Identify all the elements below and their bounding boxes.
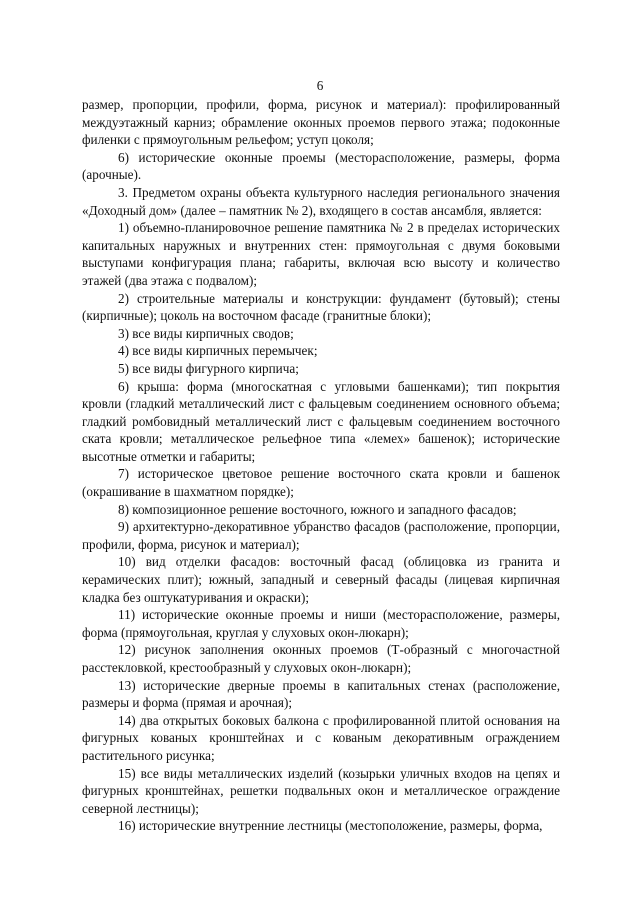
paragraph-item-12: 12) рисунок заполнения оконных проемов (Т-образный с многочастной расстекловкой, крестообразный у слуховых окон-люкарн); xyxy=(82,642,560,675)
page-number: 6 xyxy=(316,78,324,93)
paragraph-item-6-window-openings: 6) исторические оконные проемы (месторасположение, размеры, форма (арочные). xyxy=(82,149,560,183)
paragraph-continuation: размер, пропорции, профили, форма, рисунок и материал): профилированный междуэтажный карниз; обрамление оконных проемов первого этажа; подоконные филенки с прямоугольным рельефом; уступ цоколя; xyxy=(82,97,560,148)
paragraph-item-13: 13) исторические дверные проемы в капитальных стенах (расположение, размеры и форма (прямая и арочная); xyxy=(82,677,560,711)
paragraph-item-6: 6) крыша: форма (многоскатная с угловыми башенками); тип покрытия кровли (гладкий металлический лист с фальцевым соединением основного объема; гладкий ромбовидный металлический лист с фальцевым соединением восточного ската кровли; металлическое рельефное типа «лемех» башенок); исторические высотные отметки и габариты; xyxy=(82,378,560,464)
paragraph-item-15: 15) все виды металлических изделий (козырьки уличных входов на цепях и фигурных кронштейнах, решетки подвальных окон и металлическое ограждение северной лестницы); xyxy=(82,765,560,816)
paragraph-section-3-heading: 3. Предметом охраны объекта культурного наследия регионального значения «Доходный дом» (далее – памятник № 2), входящего в состав ансамбля, является: xyxy=(82,184,560,218)
paragraph-item-8: 8) композиционное решение восточного, южного и западного фасадов; xyxy=(118,501,517,517)
paragraph-item-16: 16) исторические внутренние лестницы (местоположение, размеры, форма, xyxy=(118,818,543,834)
paragraph-item-9: 9) архитектурно-декоративное убранство фасадов (расположение, пропорции, профили, форма, рисунок и материал); xyxy=(82,519,560,552)
paragraph-item-14: 14) два открытых боковых балкона с профилированной плитой основания на фигурных кованых кронштейнах и с кованым декоративным ограждением растительного рисунка; xyxy=(82,712,560,763)
paragraph-item-10: 10) вид отделки фасадов: восточный фасад (облицовка из гранита и керамических плит); южный, западный и северный фасады (лицевая кирпичная кладка без оштукатуривания и окраски); xyxy=(82,554,560,605)
paragraph-item-2: 2) строительные материалы и конструкции: фундамент (бутовый); стены (кирпичные); цоколь на восточном фасаде (гранитные блоки); xyxy=(82,290,560,324)
paragraph-item-3: 3) все виды кирпичных сводов; xyxy=(118,325,294,341)
paragraph-item-11: 11) исторические оконные проемы и ниши (месторасположение, размеры, форма (прямоугольная, круглая у слуховых окон-люкарн); xyxy=(82,607,560,640)
paragraph-item-4: 4) все виды кирпичных перемычек; xyxy=(118,343,318,359)
paragraph-item-7: 7) историческое цветовое решение восточного ската кровли и башенок (окрашивание в шахматном порядке); xyxy=(82,466,560,500)
paragraph-item-1: 1) объемно-планировочное решение памятника № 2 в пределах исторических капитальных наружных и внутренних стен: прямоугольная с двумя боковыми выступами конфигурация плана; габариты, включая всю высоту и количество этажей (два этажа с подвалом); xyxy=(82,220,560,288)
paragraph-item-5: 5) все виды фигурного кирпича; xyxy=(118,360,299,376)
document-body xyxy=(82,96,560,835)
